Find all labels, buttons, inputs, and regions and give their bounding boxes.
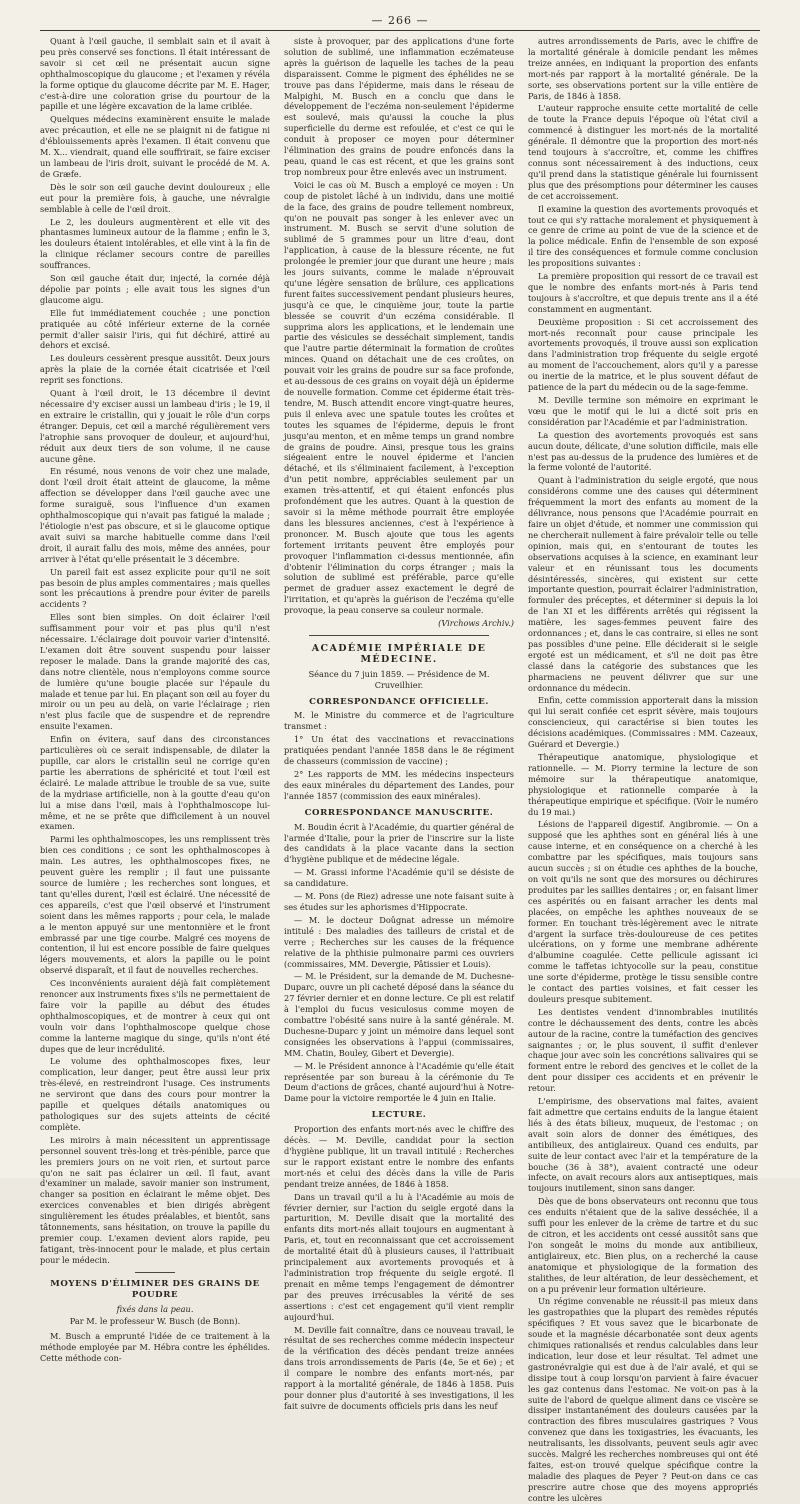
paragraph: Quant à l'œil gauche, il semblait sain et il avait à peu près conservé ses fonctions. Il était intéressant de savoir si cet œil ne présentait aucun signe ophthalmoscopique du glaucome ; et l'examen y révéla la forme optique du glaucome décrite par M. E. Hager, c'est-à-dire une coloration grise du pourtour de la papille et une légère excavation de la lame criblée. xyxy=(40,36,270,112)
paragraph: Elles sont bien simples. On doit éclairer l'œil suffisamment pour voir et pas plus qu'il n'est nécessaire. L'éclairage doit pouvoir varier d'intensité. L'examen doit être souvent suspendu pour laisser reposer le malade. Dans la grande majorité des cas, dans notre clientèle, nous n'employons comme source de lumière qu'une bougie placée sur l'épaule du malade et tenue par lui. En plaçant son œil au foyer du miroir ou un peu au delà, on varie l'éclairage ; rien n'est plus facile que de suspendre et de reprendre ensuite l'examen. xyxy=(40,612,270,732)
paragraph: Deuxième proposition : Si cet accroissement des mort-nés reconnaît pour cause principale les avortements provoqués, il trouve aussi son explication dans l'administration trop fréquente du seigle ergoté au moment de l'accouchement, alors qu'il y a paresse ou inertie de la matrice, et le plus souvent défaut de patience de la part du médecin ou de la sage-femme. xyxy=(528,316,758,393)
paragraph: Quant à l'administration du seigle ergoté, que nous considérons comme une des causes qui déterminent fréquemment la mort des enfants au moment de la délivrance, nous pensons que l'Académie pourrait en faire un objet d'étude, et nommer une commission qui ne chercherait nullement à faire prévaloir telle ou telle opinion, mais qui, en s'entourant de toutes les observations acquises à la science, en examinant leur valeur et en réunissant tous les documents désintéressés, sincères, qui existent sur cette importante question, pourrait éclairer l'administration, formuler des préceptes, et déterminer si depuis la loi de l'an XI et les différents arrêtés qui régissent la matière, les sages-femmes peuvent faire des ordonnances ; et, dans le cas contraire, si elles ne sont pas possibles d'une peine. Elle déciderait si le seigle ergoté est un médicament, et s'il ne doit pas être classé dans la catégorie des substances que les pharmaciens ne peuvent délivrer que sur une ordonnance du médecin. xyxy=(528,475,758,693)
subsection-title: CORRESPONDANCE MANUSCRITE. xyxy=(304,807,494,818)
byline: Par M. le professeur W. Busch (de Bonn). xyxy=(69,1316,241,1327)
paragraph: La question des avortements provoqués est sans aucun doute, délicate, d'une solution difficile, mais elle n'est pas au-dessus de la prudence des lumières et de la ferme volonté de l'autorité. xyxy=(528,429,758,473)
paragraph: Elle fut immédiatement couchée ; une ponction pratiquée au côté inférieur externe de la cornée permit d'aller saisir l'iris, qui fut déchiré, attiré au dehors et excisé. xyxy=(40,307,270,351)
paragraph: En résumé, nous venons de voir chez une malade, dont l'œil droit était atteint de glaucome, la même affection se développer dans l'œil gauche avec une forme suraiguë, sous l'influence d'un examen ophthalmoscopique qui n'avait pas fatigué la malade ; l'étiologie n'est pas obscure, et si le glaucome optique avait suivi sa marche habituelle comme dans l'œil droit, il aurait fallu des mois, même des années, pour arriver à l'état qu'elle présentait le 3 décembre. xyxy=(40,466,270,564)
paragraph: — M. le Président, sur la demande de M. Duchesne-Duparc, ouvre un pli cacheté déposé dans la séance du 27 février dernier et en donne lecture. Ce pli est relatif à l'emploi du fucus vesiculosus comme moyen de combattre l'obésité sans nuire à la santé générale. M. Duchesne-Duparc y joint un mémoire dans lequel sont consignées les observations à l'appui (commissaires, MM. Chatin, Bouley, Gibert et Devergie). xyxy=(284,971,514,1058)
paragraph: Voici le cas où M. Busch a employé ce moyen : Un coup de pistolet lâché à un individu, dans une moitié de la face, des grains de poudre tellement nombreux, qu'on ne pouvait pas songer à les enlever avec un instrument. M. Busch se servit d'une solution de sublimé de 5 grammes pour un litre d'eau, dont l'application, à cause de la blessure récente, ne fut prolongée le premier jour que durant une heure ; mais les jours suivants, comme le malade n'éprouvait qu'une légère sensation de brûlure, ces applications furent faites successivement pendant plusieurs heures, jusqu'à ce que, le cinquième jour, toute la partie blessée se couvrit d'un eczéma considérable. Il supprima alors les applications, et le lendemain une partie des vésicules se desséchait simplement, tandis que l'autre partie déterminait la formation de croûtes minces. Quand on détachait une de ces croûtes, on pouvait voir les grains de poudre sur sa face profonde, et au-dessous de ces grains on voyait déjà un épiderme de nouvelle formation. Comme cet épiderme était très-tendre, M. Busch attendit encore vingt-quatre heures, puis il enleva avec une spatule toutes les croûtes et toutes les squames de l'épiderme, depuis le front jusqu'au menton, et en même temps un grand nombre de grains de poudre. Ainsi, presque tous les grains siégeaient entre le nouvel épiderme et l'ancien détaché, et ils s'éliminaient facilement, à l'exception d'un petit nombre, appréciables seulement par un examen très-attentif, et qui étaient enfoncés plus profondément que les autres. Quant à la question de savoir si la même méthode pourrait être employée dans les blessures anciennes, c'est à l'expérience à prononcer. M. Busch ajoute que tous les agents fortement irritants peuvent être employés pour provoquer l'inflammation ci-dessus mentionnée, afin d'obtenir l'élimination du corps étranger ; mais la solution de sublimé est préférable, parce qu'elle permet de graduer assez exactement le degré de l'irritation, et qu'après la guérison de l'eczéma qu'elle provoque, la peau conserve sa couleur normale. xyxy=(284,179,514,616)
paragraph: M. Deville fait connaître, dans ce nouveau travail, le résultat de ses recherches comme médecin inspecteur de la vérification des décès pendant treize années dans trois arrondissements de Paris (4e, 5e et 6e) ; et il compare le nombre des enfants mort-nés, par rapport à la mortalité générale, de 1846 à 1858. Puis pour donner plus d'autorité à ses investigations, il les fait suivre de documents officiels pris dans les neuf xyxy=(284,1324,514,1411)
paragraph: M. le Ministre du commerce et de l'agriculture transmet : xyxy=(284,710,514,732)
paragraph: Les douleurs cessèrent presque aussitôt. Deux jours après la plaie de la cornée était cicatrisée et l'œil reprit ses fonctions. xyxy=(40,353,270,386)
divider xyxy=(309,635,489,638)
paragraph: Dès le soir son œil gauche devint douloureux ; elle eut pour la première fois, à gauche, une névralgie semblable à celle de l'œil droit. xyxy=(40,181,270,214)
paragraph: Les miroirs à main nécessitent un apprentissage personnel souvent très-long et très-pénible, parce que les premiers jours on ne voit rien, et surtout parce qu'on ne sait pas éclairer un œil. Il faut, avant d'examiner un malade, savoir manier son instrument, changer sa position en éclairant le même objet. Des exercices convenables et bien dirigés abrègent singulièrement les études préalables, et bientôt, sans tâtonnements, sans hésitation, on trouve la papille du premier coup. L'examen devient alors rapide, peu fatigant, très-innocent pour le malade, et plus certain pour le médecin. xyxy=(40,1134,270,1265)
divider xyxy=(135,1272,175,1273)
paragraph: — M. Grassi informe l'Académie qu'il se désiste de sa candidature. xyxy=(284,867,514,889)
paragraph: — M. Pons (de Riez) adresse une note faisant suite à ses études sur les aphorismes d'Hippocrate. xyxy=(284,891,514,912)
paragraph: Les dentistes vendent d'innombrables inutilités contre le déchaussement des dents, contre les abcès autour de la racine, contre la tuméfaction des gencives saignantes ; or, le plus souvent, il suffit d'enlever chaque jour avec soin les concrétions salivaires qui se forment entre le rebord des gencives et le collet de la dent pour dissiper ces accidents et en prévenir le retour. xyxy=(528,1006,758,1094)
paragraph: Quelques médecins examinèrent ensuite le malade avec précaution, et elle ne se plaignit ni de fatigue ni d'éblouissements après l'examen. Il était convenu que M. X... viendrait, quand elle souffrirait, se faire exciser un lambeau de l'iris droit, suivant le procédé de M. A. de Græfe. xyxy=(40,114,270,179)
paragraph: M. Boudin écrit à l'Académie, du quartier général de l'armée d'Italie, pour la prier de l'inscrire sur la liste des candidats à la place vacante dans la section d'hygiène publique et de médecine légale. xyxy=(284,821,514,865)
paragraph: M. Busch a emprunté l'idée de ce traitement à la méthode employée par M. Hébra contre les éphélides. Cette méthode con- xyxy=(40,1331,270,1364)
paragraph: Enfin, cette commission apporterait dans la mission qui lui serait confiée cet esprit sévère, mais toujours consciencieux, qui caractérise si bien toutes les décisions académiques. (Commissaires : MM. Cazeaux, Guérard et Devergie.) xyxy=(528,695,758,750)
paragraph: Il examine la question des avortements provoqués et tout ce qui s'y rattache moralement et physiquement à ce genre de crime au point de vue de la science et de la police médicale. Enfin de l'ensemble de son exposé il tire des conséquences et formule comme conclusion les propositions suivantes : xyxy=(528,203,758,269)
paragraph: Le 2, les douleurs augmentèrent et elle vit des phantasmes lumineux autour de la flamme ; enfin le 3, les douleurs étaient intolérables, et elle vint à la fin de la clinique réclamer secours contre de pareilles souffrances. xyxy=(40,216,270,271)
page-header xyxy=(40,12,760,31)
paragraph: Ces inconvénients auraient déjà fait complètement renoncer aux instruments fixes s'ils ne permettaient de faire voir la papille au début des études ophthalmoscopiques, et de montrer à ceux qui ont vouln voir dans l'ophthalmoscope quelque chose comme la lanterne magique du singe, qu'ils n'ont été dupes que de leur incrédulité. xyxy=(40,978,270,1054)
paragraph: M. Deville termine son mémoire en exprimant le vœu que le motif qui le lui a dicté soit pris en considération par l'Académie et par l'administration. xyxy=(528,395,758,427)
column-middle xyxy=(284,36,514,1411)
subsection-title: LECTURE. xyxy=(371,1110,427,1121)
paragraph: Thérapeutique anatomique, physiologique et rationnelle. — M. Piorry termine la lecture de son mémoire sur la thérapeutique anatomique, physiologique et rationnelle comparée à la thérapeutique empirique et spécifique. (Voir le numéro du 19 mai.) xyxy=(528,752,758,817)
paragraph: Un régime convenable ne réussit-il pas mieux dans les gastropathies que la plupart des remèdes réputés spécifiques ? Et vous savez que le bicarbonate de soude et la magnésie décarbonatée sont deux agents chimiques rationalisés et rendus calculables dans leur indication, leur dose et leur résultat. Tel admet une gastronévralgie qui est due à de l'air avalé, et qui se dissipe tout à coup lorsqu'on parvient à faire évacuer les gaz contenus dans l'estomac. Ne voit-on pas à la suite de l'abord de quelque aliment dans ce viscère se dissiper instantanément des douleurs causées par la contraction des fibres musculaires gastriques ? Vous convenez que dans les toxigastries, les évacuants, les neutralisants, les dissolvants, peuvent seuls agir avec succès. Malgré les recherches nombreuses qui ont été faites, est-on trouvé quelque spécifique contre la maladie des plaques de Peyer ? Peut-on dans ce cas prescrire autre chose que des moyens appropriés contre les ulcères xyxy=(528,1296,758,1503)
section-subtitle: fixés dans la peau. xyxy=(116,1303,194,1314)
paragraph: Un pareil fait est assez explicite pour qu'il ne soit pas besoin de plus amples commentaires ; mais quelles sont les précautions à prendre pour éviter de pareils accidents ? xyxy=(40,566,271,610)
session-line: Séance du 7 juin 1859. — Présidence de M. Cruveilhier. xyxy=(308,668,490,690)
column-left xyxy=(40,36,271,1364)
paragraph: Parmi les ophthalmoscopes, les uns remplissent très bien ces conditions ; ce sont les ophthalmoscopes à main. Les autres, les ophthalmoscopes fixes, ne peuvent guère les remplir ; il faut une puissante source de lumière ; les recherches sont longues, et tant qu'elles durent, l'œil est éclairé. Une nécessité de ces appareils, c'est que l'œil observé et l'instrument soient dans les mêmes rapports ; pour cela, le malade a le menton appuyé sur une mentonnière et le front embrassé par une tige courbe. Malgré ces moyens de contention, il lui est encore possible de faire quelques légers mouvements, et alors la papille ou le point observé disparaît, et il faut de nouvelles recherches. xyxy=(40,834,270,976)
paragraph: Lésions de l'appareil digestif. Angibromie. — On a supposé que les aphthes sont en général liés à une cause interne, et en conséquence on a cherché à les combattre par les spécifiques, mais toujours sans aucun succès ; si on étudie ces aphthes de la bouche, on voit qu'ils ne sont que des morsures ou déchirures produites par les saillies dentaires ; or, en faisant limer ces aspérités ou en faisant arracher les dents mal placées, on empêche les aphthes nouveaux de se former. En touchant très-légèrement avec le nitrate d'argent la surface très-douloureuse de ces petites ulcérations, on y forme une membrane adhérente d'albumine coagulée. Cette pellicule agissant ici comme le taffetas ichtyocolle sur la peau, constitue une sorte d'épiderme, protège le tissu sensible contre le contact des parties voisines, et fait cesser les douleurs presque subitement. xyxy=(528,819,758,1004)
section-title: MOYENS D'ÉLIMINER DES GRAINS DE POUDRE xyxy=(50,1278,260,1300)
paragraph: — M. le docteur Doûgnat adresse un mémoire intitulé : Des maladies des tailleurs de cristal et de verre ; Recherches sur les causes de la fréquence relative de la phthisie pulmonaire parmi ces ouvriers (commissaires, MM. Devergie, Pâtissier et Louis). xyxy=(284,914,514,969)
column-right xyxy=(528,36,758,1503)
paragraph: siste à provoquer, par des applications d'une forte solution de sublimé, une inflammation eczémateuse après la guérison de laquelle les taches de la peau disparaissent. Comme le pigment des éphélides ne se trouve pas dans l'épiderme, mais dans le réseau de Malpighi, M. Busch en a conclu que dans le développement de l'eczéma non-seulement l'épiderme est soulevé, mais qu'aussi la couche la plus superficielle du derme est refoulée, et c'est ce qui le conduit à proposer ce moyen pour déterminer l'élimination des grains de poudre enfoncés dans la peau, quand le cas est récent, et que les grains sont trop nombreux pour être enlevés avec un instrument. xyxy=(284,36,514,177)
columns xyxy=(40,36,760,1503)
source-citation: (Virchows Archiv.) xyxy=(438,618,514,629)
paragraph: Le volume des ophthalmoscopes fixes, leur complication, leur danger, peut être aussi leur prix très-élevé, en restreindront l'usage. Ces instruments ne serviront que dans des cours pour montrer la papille et quelques détails anatomiques ou pathologiques sur des sujets atteints de cécité complète. xyxy=(40,1056,270,1132)
paragraph: 1° Un état des vaccinations et revaccinations pratiquées pendant l'année 1858 dans le 8e régiment de chasseurs (commission de vaccine) ; xyxy=(284,734,514,767)
paragraph: La première proposition qui ressort de ce travail est que le nombre des enfants mort-nés à Paris tend toujours à s'accroître, et que depuis trente ans il a été constamment en augmentant. xyxy=(528,271,758,314)
paragraph: Proportion des enfants mort-nés avec le chiffre des décès. — M. Deville, candidat pour la section d'hygiène publique, lit un travail intitulé : Recherches sur le rapport existant entre le nombre des enfants mort-nés et celui des décès dans la ville de Paris pendant treize années, de 1846 à 1858. xyxy=(284,1124,514,1189)
paragraph: — M. le Président annonce à l'Académie qu'elle était représentée par son bureau à la cérémonie du Te Deum d'actions de grâces, chanté aujourd'hui à Notre-Dame pour la victoire remportée le 4 juin en Italie. xyxy=(284,1060,514,1104)
paragraph: Quant à l'œil droit, le 13 décembre il devint nécessaire d'y exciser aussi un lambeau d'iris ; le 19, il en extraire le cristallin, qui y jouait le rôle d'un corps étranger. Depuis, cet œil a marché régulièrement vers l'atrophie sans provoquer de douleur, et aujourd'hui, réduit aux deux tiers de son volume, il ne cause aucune gêne. xyxy=(40,388,270,464)
paragraph: L'auteur rapproche ensuite cette mortalité de celle de toute la France depuis l'époque où l'état civil a commencé à distinguer les mort-nés de la mortalité générale. Il démontre que la proportion des mort-nés tend toujours à s'accroître, et, comme les chiffres connus sont nécessairement à des inductions, ceux qu'il prend dans la statistique générale lui fournissent plus que des présomptions pour déterminer les causes de cet accroissement. xyxy=(528,103,758,201)
paragraph: L'empirisme, des observations mal faites, avaient fait admettre que certains enduits de la langue étaient liés à des états bilieux, muqueux, de l'estomac ; on avait soin alors de donner des émétiques, des antibilieux, des antiglaireux. Quand ces enduits, par suite de leur contact avec l'air et la température de la bouche (36 à 38°), avaient contracté une odeur infecte, on avait recours alors aux antiseptiques, mais toujours inutilement, sinon sans danger. xyxy=(528,1096,758,1194)
paragraph: 2° Les rapports de MM. les médecins inspecteurs des eaux minérales du département des Landes, pour l'année 1857 (commission des eaux minérales). xyxy=(284,769,514,801)
page-number: — 266 — xyxy=(371,14,429,27)
paragraph: autres arrondissements de Paris, avec le chiffre de la mortalité générale à domicile pendant les mêmes treize années, en indiquant la proportion des enfants mort-nés par rapport à la mortalité générale. De la sorte, ses observations portent sur la ville entière de Paris, de 1846 à 1858. xyxy=(528,36,758,101)
paragraph: Dès que de bons observateurs ont reconnu que tous ces enduits n'étaient que de la salive desséchée, il a suffi pour les enlever de la crème de tartre et du suc de citron, et les accidents ont cessé aussitôt sans que l'on songeât le moins du monde aux antibilieux, antiglaireux, etc. Bien plus, on a recherché la cause anatomique et physiologique de la formation des stalithes, de leur altération, de leur dessèchement, et on a pu prévenir leur formation ultérieure. xyxy=(528,1196,758,1294)
paragraph: Enfin on évitera, sauf dans des circonstances particulières où ce serait indispensable, de dilater la pupille, car alors le cristallin seul ne corrige qu'en partie les aberrations de sphéricité et tout l'œil est éclairé. Le malade attribue le trouble de sa vue, suite de la mydriase artificielle, non à la goutte d'eau qu'on lui a mise dans l'œil, mais à l'ophthalmoscope lui-même, et ne se prête que difficilement à un nouvel examen. xyxy=(40,734,270,832)
paragraph: Dans un travail qu'il a lu à l'Académie au mois de février dernier, sur l'action du seigle ergoté dans la parturition, M. Deville disait que la mortalité des enfants dits mort-nés allait toujours en augmentant à Paris, et, tout en reconnaissant que cet accroissement de mortalité était dû à plusieurs causes, il l'attribuait principalement aux avortements provoqués et à l'administration trop fréquente du seigle ergoté. Il prenait en même temps l'engagement de démontrer par des preuves irrécusables la vérité de ses assertions : c'est cet engagement qu'il vient remplir aujourd'hui. xyxy=(284,1191,514,1322)
subsection-title: CORRESPONDANCE OFFICIELLE. xyxy=(309,696,489,707)
academy-title: ACADÉMIE IMPÉRIALE DE MÉDECINE. xyxy=(311,642,487,665)
paragraph: Son œil gauche était dur, injecté, la cornée déjà dépolie par points ; elle avait tous les signes d'un glaucome aigu. xyxy=(40,273,270,305)
